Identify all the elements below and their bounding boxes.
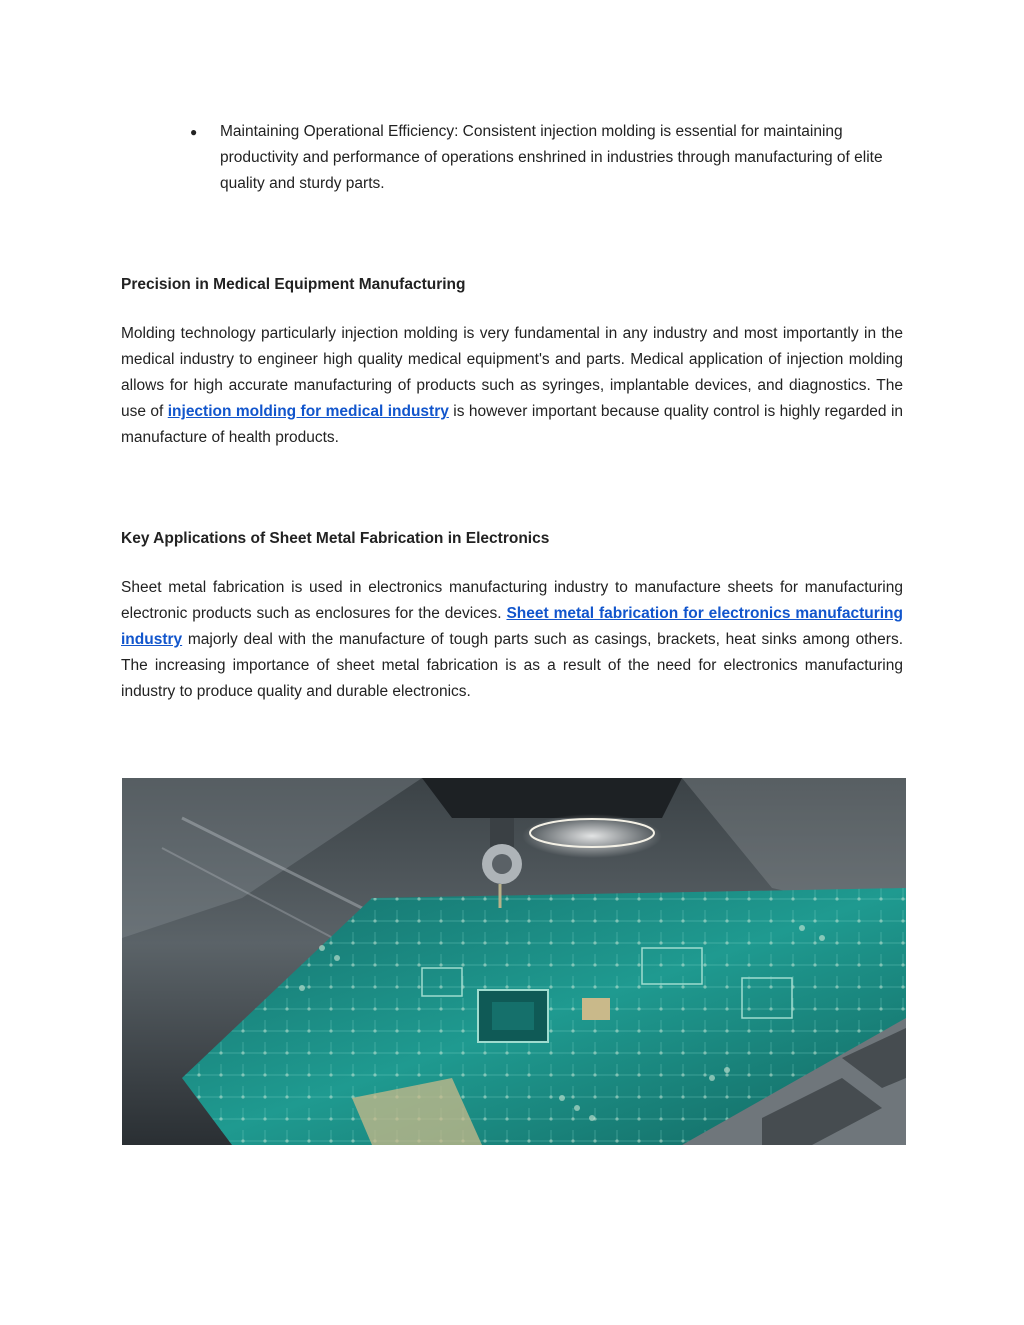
bullet-list [186, 119, 903, 197]
link-sheet-metal-electronics[interactable]: Sheet metal fabrication for electronics manufacturing industry [121, 605, 903, 648]
paragraph-text: Sheet metal fabrication is used in electronics manufacturing industry to manufacture sheets for manufacturing electronic products such as enclosures for the devices. [121, 579, 903, 622]
paragraph-electronics [121, 575, 903, 705]
list-item [186, 119, 903, 197]
pcb-illustration [122, 778, 906, 1145]
section-heading-medical: Precision in Medical Equipment Manufacturing [121, 276, 466, 293]
section-heading-electronics: Key Applications of Sheet Metal Fabrication in Electronics [121, 530, 550, 547]
link-injection-molding-medical[interactable]: injection molding for medical industry [167, 403, 449, 420]
paragraph-text: majorly deal with the manufacture of tough parts such as casings, brackets, heat sinks among others. The increasing importance of sheet metal fabrication is as a result of the need for electronics manufacturing industry to produce quality and durable electronics. [121, 631, 903, 700]
bullet-dot-icon: ● [190, 125, 198, 139]
pcb-machine-photo [122, 778, 906, 1145]
paragraph-text: Molding technology particularly injection molding is very fundamental in any industry and most importantly in the medical industry to engineer high quality medical equipment's and parts. Medical application of injection molding allows for high accurate manufacturing of products such as syringes, implantable devices, and diagnostics. The use of [121, 325, 903, 420]
machine-head [422, 778, 682, 818]
bullet-text: Maintaining Operational Efficiency: Consistent injection molding is essential for maintaining productivity and performance of operations enshrined in industries through manufacturing of elite quality and sturdy parts. [220, 123, 883, 192]
paragraph-text: is however important because quality control is highly regarded in manufacture of health products. [121, 403, 904, 446]
paragraph-medical [121, 321, 903, 451]
